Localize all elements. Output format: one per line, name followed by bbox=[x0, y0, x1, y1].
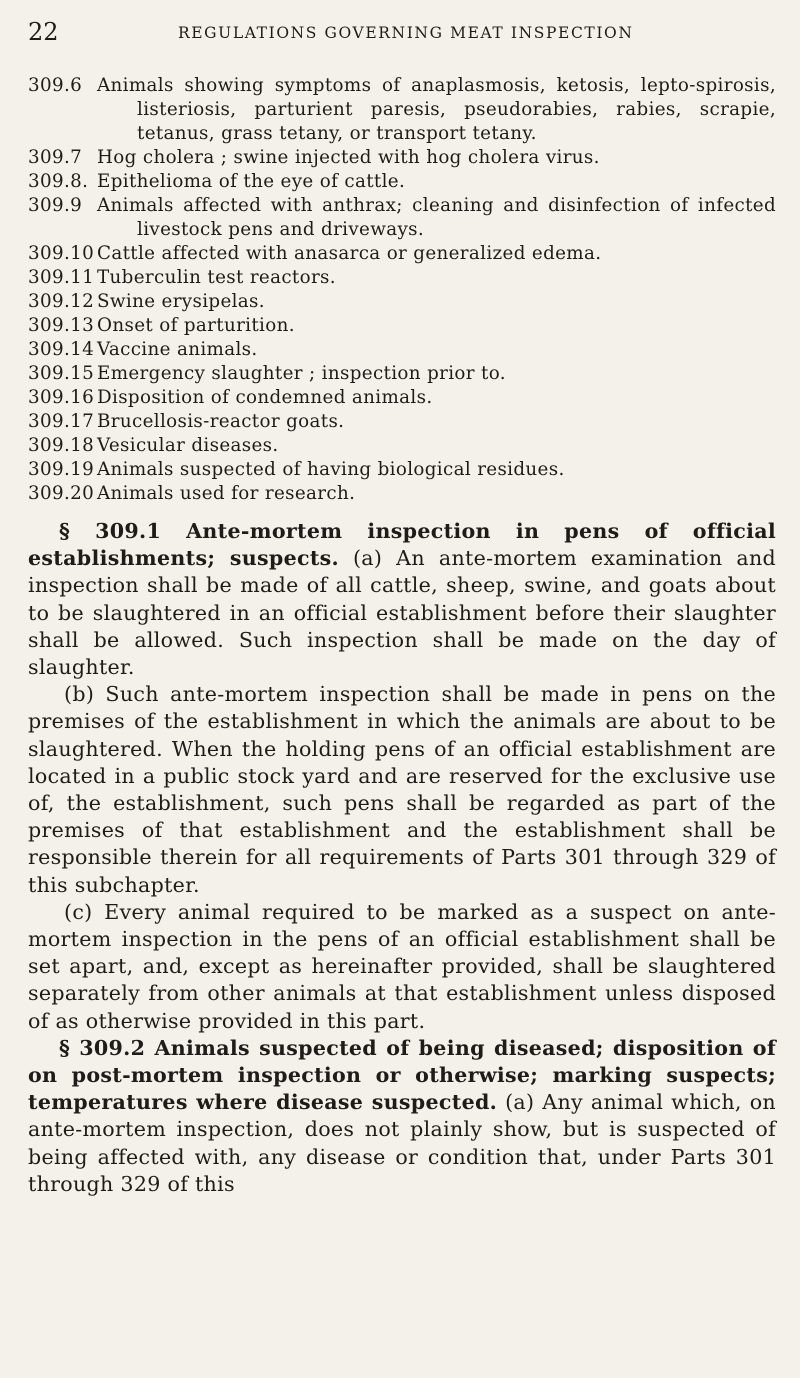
section-title: Vaccine animals. bbox=[97, 339, 258, 360]
section-list bbox=[28, 74, 776, 506]
section-number: 309.16 bbox=[28, 387, 95, 408]
section-number: 309.7 bbox=[28, 147, 83, 168]
section-title: Tuberculin test reactors. bbox=[97, 267, 336, 288]
section-number: 309.17 bbox=[28, 411, 95, 432]
section-title: Epithelioma of the eye of cattle. bbox=[97, 171, 406, 192]
section-entry bbox=[28, 482, 776, 506]
section-number: 309.20 bbox=[28, 483, 95, 504]
section-309-1-paragraph-a bbox=[28, 518, 776, 681]
section-number: 309.8. bbox=[28, 171, 89, 192]
section-entry bbox=[28, 314, 776, 338]
section-title: Animals affected with anthrax; cleaning and disinfection of infected livestock pens and driveways. bbox=[97, 195, 776, 240]
section-title: Emergency slaughter ; inspection prior to. bbox=[97, 363, 506, 384]
section-number: 309.6 bbox=[28, 75, 83, 96]
section-entry bbox=[28, 242, 776, 266]
running-head bbox=[28, 18, 776, 52]
section-number: 309.13 bbox=[28, 315, 95, 336]
paragraph-text: (a) An ante-mortem examination and inspection shall be made of all cattle, sheep, swine, and goats about to be slaughtered in an official establishment before their slaughter shall be allowed. Such inspection shall be made on the day of slaughter. bbox=[28, 546, 776, 680]
section-number: 309.12 bbox=[28, 291, 95, 312]
regulation-body bbox=[28, 518, 776, 1198]
section-heading: § 309.1 Ante-mortem inspection in pens of official establishments; suspects. bbox=[28, 519, 776, 571]
page-number: 22 bbox=[28, 18, 59, 46]
section-number: 309.19 bbox=[28, 459, 95, 480]
section-title: Hog cholera ; swine injected with hog cholera virus. bbox=[97, 147, 600, 168]
section-entry bbox=[28, 458, 776, 482]
section-entry bbox=[28, 290, 776, 314]
section-entry bbox=[28, 362, 776, 386]
section-title: Animals used for research. bbox=[97, 483, 356, 504]
running-title: REGULATIONS GOVERNING MEAT INSPECTION bbox=[178, 24, 634, 42]
section-title: Vesicular diseases. bbox=[97, 435, 279, 456]
section-title: Disposition of condemned animals. bbox=[97, 387, 433, 408]
section-entry bbox=[28, 170, 776, 194]
paragraph-text: (a) Any animal which, on ante-mortem inspection, does not plainly show, but is suspected of being affected with, any disease or condition that, under Parts 301 through 329 of this bbox=[28, 1090, 776, 1196]
section-title: Swine erysipelas. bbox=[97, 291, 265, 312]
section-entry bbox=[28, 410, 776, 434]
section-entry bbox=[28, 266, 776, 290]
section-title: Cattle affected with anasarca or generalized edema. bbox=[97, 243, 602, 264]
section-309-1-paragraph-c: (c) Every animal required to be marked as a suspect on ante-mortem inspection in the pens of an official establishment shall be set apart, and, except as hereinafter provided, shall be slaughtered separately from other animals at that establishment unless disposed of as otherwise provided in this part. bbox=[28, 899, 776, 1033]
section-entry bbox=[28, 194, 776, 242]
section-entry bbox=[28, 146, 776, 170]
section-number: 309.11 bbox=[28, 267, 95, 288]
section-entry bbox=[28, 434, 776, 458]
section-309-1-paragraph-b: (b) Such ante-mortem inspection shall be made in pens on the premises of the establishment in which the animals are about to be slaughtered. When the holding pens of an official establishment are located in a public stock yard and are reserved for the exclusive use of, the establishment, such pens shall be regarded as part of the premises of that establishment and the establishment shall be responsible therein for all requirements of Parts 301 through 329 of this subchapter. bbox=[28, 682, 776, 897]
section-entry bbox=[28, 386, 776, 410]
section-title: Animals suspected of having biological residues. bbox=[97, 459, 565, 480]
section-number: 309.10 bbox=[28, 243, 95, 264]
section-title: Brucellosis-reactor goats. bbox=[97, 411, 345, 432]
section-entry bbox=[28, 74, 776, 146]
section-number: 309.18 bbox=[28, 435, 95, 456]
section-number: 309.15 bbox=[28, 363, 95, 384]
section-309-2-paragraph-a bbox=[28, 1035, 776, 1198]
section-entry bbox=[28, 338, 776, 362]
section-title: Onset of parturition. bbox=[97, 315, 295, 336]
section-number: 309.9 bbox=[28, 195, 83, 216]
section-number: 309.14 bbox=[28, 339, 95, 360]
section-title: Animals showing symptoms of anaplasmosis, ketosis, lepto-spirosis, listeriosis, parturient paresis, pseudorabies, rabies, scrapie, tetanus, grass tetany, or transport tetany. bbox=[97, 75, 776, 144]
section-heading: § 309.2 Animals suspected of being diseased; disposition of on post-mortem inspection or otherwise; marking suspects; temperatures where disease suspected. bbox=[28, 1035, 776, 1115]
